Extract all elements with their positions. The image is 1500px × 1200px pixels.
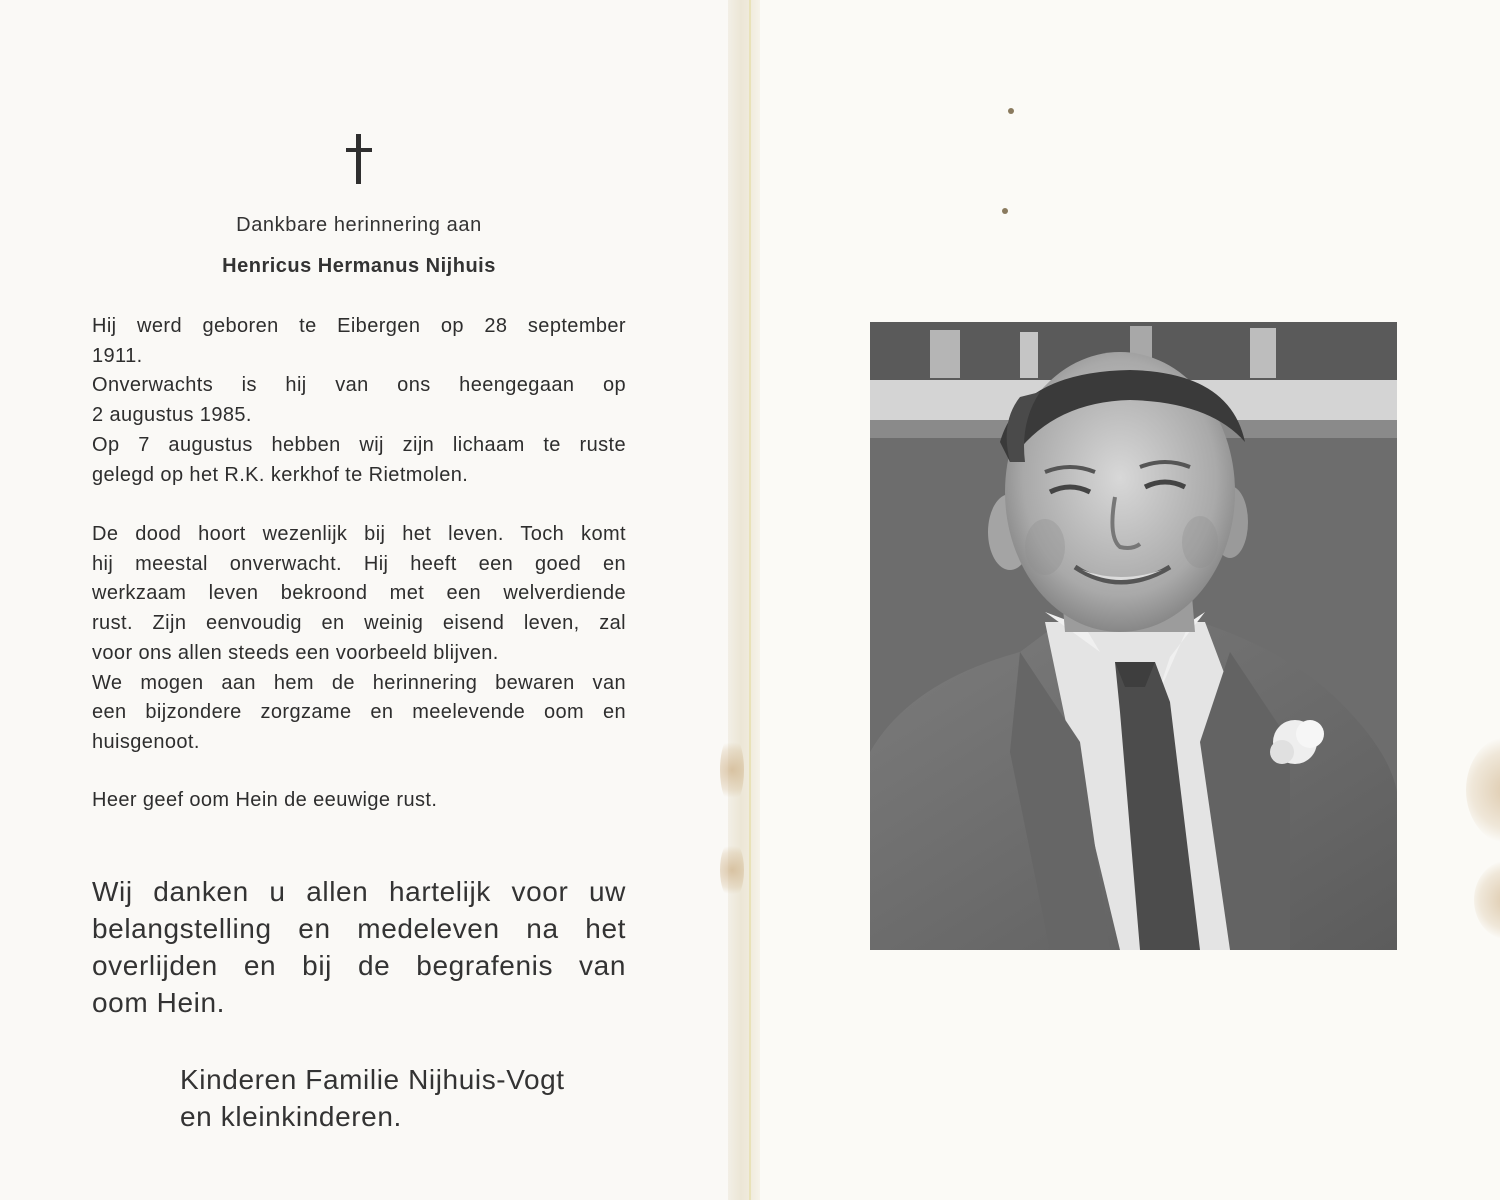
reflection-line: werkzaam leven bekroond met een welverdiende xyxy=(92,582,626,605)
biography-paragraph xyxy=(92,312,626,490)
portrait-photo xyxy=(870,322,1397,950)
signature-line: en kleinkinderen. xyxy=(180,1101,402,1132)
reflection-line: We mogen aan hem de herinnering bewaren van xyxy=(92,671,626,694)
paper-speck xyxy=(1008,108,1014,114)
paper-stain xyxy=(720,735,744,805)
portrait-illustration xyxy=(870,322,1397,950)
card-fold xyxy=(728,0,760,1200)
thanks-line: Wij danken u allen hartelijk voor uw xyxy=(92,876,626,907)
biography-line: gelegd op het R.K. kerkhof te Rietmolen. xyxy=(92,463,469,486)
reflection-paragraph xyxy=(92,520,626,758)
thanks-line: oom Hein. xyxy=(92,987,226,1018)
reflection-line: een bijzondere zorgzame en meelevende oom en xyxy=(92,701,626,724)
paper-speck xyxy=(1002,208,1008,214)
deceased-name: Henricus Hermanus Nijhuis xyxy=(222,255,496,277)
biography-line: Op 7 augustus hebben wij zijn lichaam te ruste xyxy=(92,433,626,456)
thanks-paragraph xyxy=(92,873,626,1021)
thanks-line: overlijden en bij de begrafenis van xyxy=(92,950,626,981)
paper-stain xyxy=(720,840,744,900)
reflection-line: hij meestal onverwacht. Hij heeft een goed en xyxy=(92,552,626,575)
prayer-line: Heer geef oom Hein de eeuwige rust. xyxy=(92,789,438,811)
reflection-line: voor ons allen steeds een voorbeeld blijven. xyxy=(92,641,499,664)
biography-line: Onverwachts is hij van ons heengegaan op xyxy=(92,374,626,397)
reflection-line: De dood hoort wezenlijk bij het leven. Toch komt xyxy=(92,523,626,545)
signature-line: Kinderen Familie Nijhuis-Vogt xyxy=(180,1064,565,1095)
fold-crease xyxy=(749,0,751,1200)
biography-line: Hij werd geboren te Eibergen op 28 september xyxy=(92,315,626,337)
reflection-line: rust. Zijn eenvoudig en weinig eisend leven, zal xyxy=(92,612,626,635)
family-signature xyxy=(180,1061,640,1135)
cross-icon xyxy=(344,134,374,186)
biography-line: 1911. xyxy=(92,344,143,367)
thanks-line: belangstelling en medeleven na het xyxy=(92,913,626,944)
reflection-line: huisgenoot. xyxy=(92,730,200,753)
intro-line: Dankbare herinnering aan xyxy=(236,214,482,236)
biography-line: 2 augustus 1985. xyxy=(92,404,252,427)
text-page xyxy=(0,0,728,1200)
